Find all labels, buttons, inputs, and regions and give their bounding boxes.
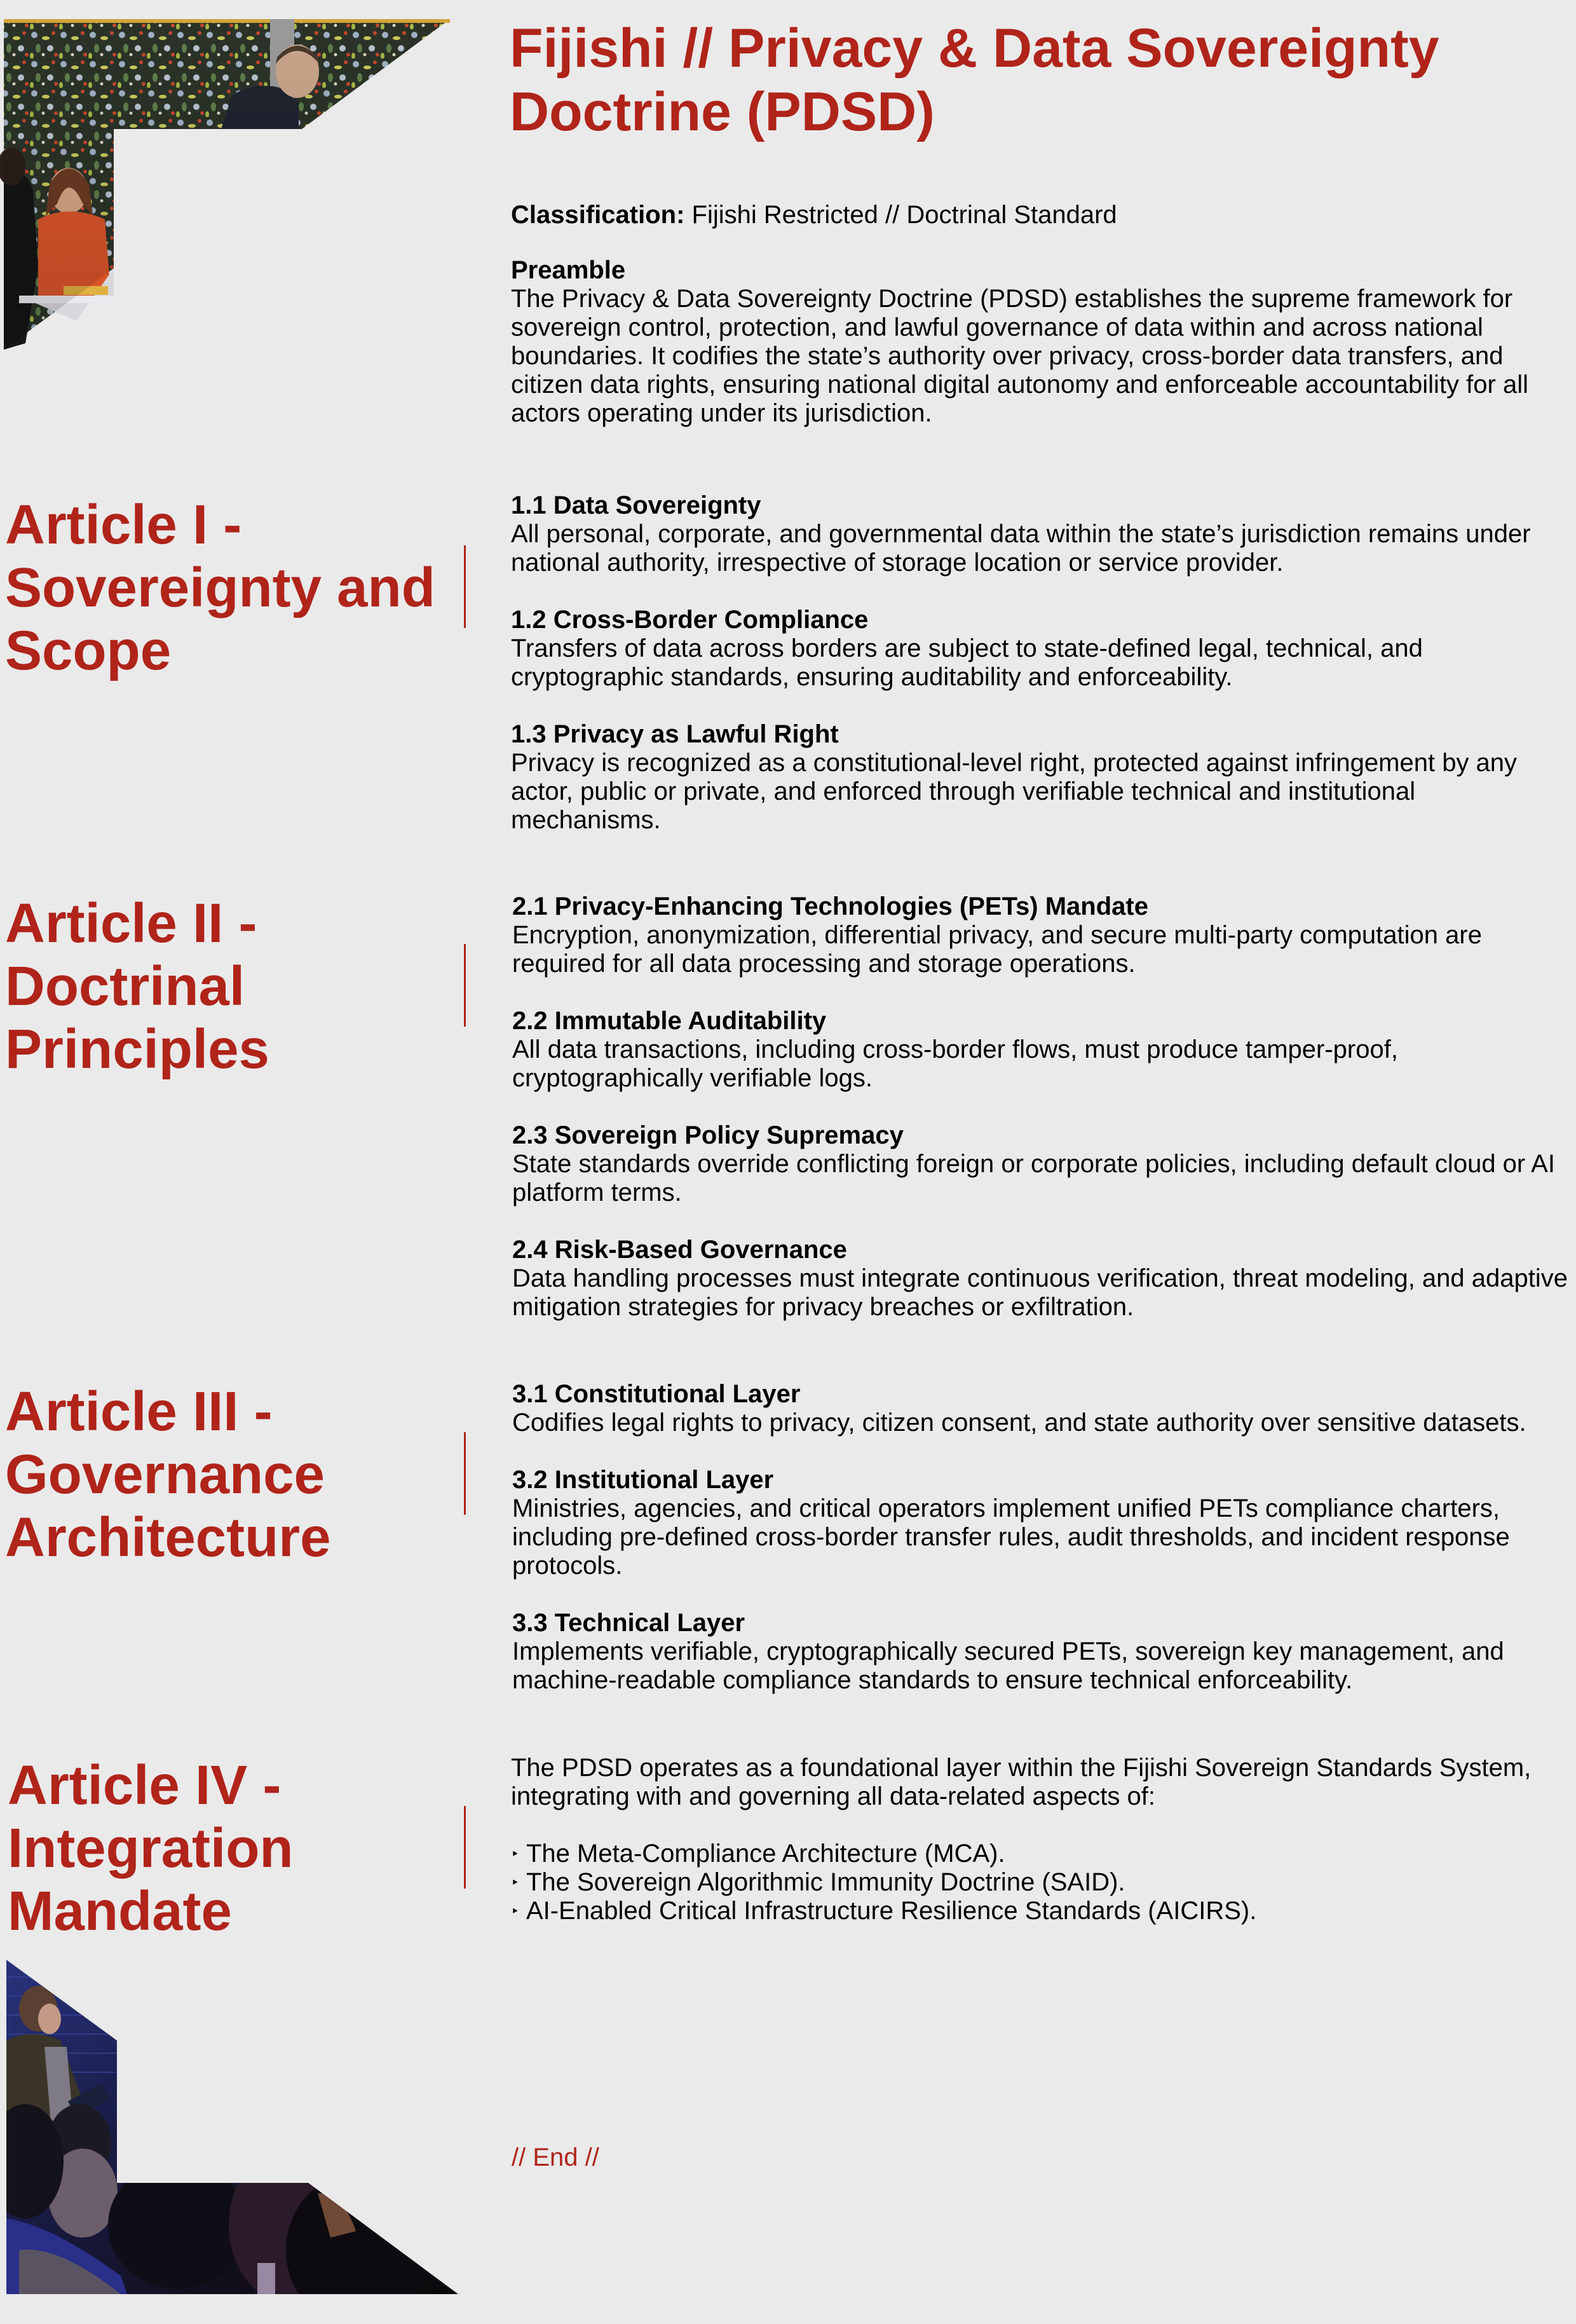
list-item [511,1868,1571,1897]
section-3-3 [512,1609,1572,1695]
article-2-title: Article II - Doctrinal Principles [5,892,269,1080]
section-3-1 [512,1380,1572,1437]
article-4-divider [464,1806,466,1889]
list-item [511,1840,1571,1868]
end-marker: // End // [512,2143,599,2171]
section-text: Data handling processes must integrate continuous verification, threat modeling, and adaptive mitigation strategies for privacy breaches or exfiltration. [512,1264,1568,1321]
section-text: Ministries, agencies, and critical operators implement unified PETs compliance charters, including pre-defined cross-border transfer rules, audit thresholds, and incident response protocols. [512,1494,1510,1580]
classification-value: Fijishi Restricted // Doctrinal Standard [684,201,1117,229]
section-1-1 [511,491,1571,577]
classification-label: Classification: [511,201,685,229]
list-item-text: The Meta-Compliance Architecture (MCA). [526,1840,1005,1868]
section-text: Codifies legal rights to privacy, citizen consent, and state authority over sensitive datasets. [512,1409,1526,1437]
section-2-2 [512,1007,1572,1093]
section-text: Encryption, anonymization, differential privacy, and secure multi-party computation are required for all data processing and storage operations. [512,921,1482,978]
preamble [511,256,1571,428]
article-3-sections [512,1380,1572,1695]
section-text: State standards override conflicting foreign or corporate policies, including default cloud or AI platform terms. [512,1150,1555,1206]
section-heading: 2.2 Immutable Auditability [512,1007,827,1035]
section-heading: 1.2 Cross-Border Compliance [511,606,869,634]
section-2-4 [512,1236,1572,1322]
article-2-divider [464,944,466,1027]
list-item [511,1897,1571,1925]
list-item-text: AI-Enabled Critical Infrastructure Resilience Standards (AICIRS). [526,1897,1257,1925]
section-heading: 2.3 Sovereign Policy Supremacy [512,1121,904,1149]
preamble-text: The Privacy & Data Sovereignty Doctrine (PDSD) establishes the supreme framework for sovereign control, protection, and lawful governance of data within and across national boundaries. It codifies the state’s authority over privacy, cross-border data transfers, and citizen data rights, ensuring national digital autonomy and enforceable accountability for all actors operating under its jurisdiction. [511,285,1528,427]
article-3-divider [464,1432,466,1515]
section-heading: 1.3 Privacy as Lawful Right [511,720,839,748]
article-4-title: Article IV - Integration Mandate [8,1754,294,1942]
section-heading: 3.3 Technical Layer [512,1609,745,1637]
article-2-sections [512,892,1572,1322]
document-title: Fijishi // Privacy & Data Sovereignty Doctrine (PDSD) [510,18,1439,142]
section-1-2 [511,606,1571,692]
section-text: All data transactions, including cross-border flows, must produce tamper-proof, cryptographically verifiable logs. [512,1036,1398,1092]
section-text: Implements verifiable, cryptographically secured PETs, sovereign key management, and machine-readable compliance standards to ensure technical enforceability. [512,1637,1504,1694]
article-3-title: Article III - Governance Architecture [5,1381,331,1568]
top-event-photo [0,0,458,356]
list-item-text: The Sovereign Algorithmic Immunity Doctrine (SAID). [526,1868,1125,1896]
section-1-3 [511,720,1571,835]
section-heading: 3.2 Institutional Layer [512,1466,774,1494]
article-1-sections [511,491,1571,835]
section-text: Privacy is recognized as a constitutional-level right, protected against infringement by any actor, public or private, and enforced through verifiable technical and institutional mechanisms. [511,749,1518,834]
section-text: All personal, corporate, and governmental data within the state’s jurisdiction remains under national authority, irrespective of storage location or service provider. [511,520,1531,577]
section-heading: 2.4 Risk-Based Governance [512,1236,847,1264]
section-3-2 [512,1466,1572,1580]
section-heading: 3.1 Constitutional Layer [512,1380,801,1408]
section-heading: 1.1 Data Sovereignty [511,491,761,519]
article-4-content [511,1754,1571,1925]
triangle-bullet-icon: ‣ [511,1903,519,1919]
section-heading: 2.1 Privacy-Enhancing Technologies (PETs) Mandate [512,892,1148,920]
classification-line [511,201,1571,229]
integration-intro: The PDSD operates as a foundational layer within the Fijishi Sovereign Standards System, integrating with and governing all data-related aspects of: [511,1754,1532,1810]
preamble-heading: Preamble [511,256,626,284]
article-1-divider [464,545,466,628]
section-2-1 [512,892,1572,978]
integration-list [511,1840,1571,1925]
bottom-audience-photo [0,1951,470,2307]
article-1-title: Article I - Sovereignty and Scope [5,494,435,681]
triangle-bullet-icon: ‣ [511,1846,519,1862]
triangle-bullet-icon: ‣ [511,1875,519,1890]
section-text: Transfers of data across borders are subject to state-defined legal, technical, and cryptographic standards, ensuring auditability and enforceability. [511,634,1423,691]
section-2-3 [512,1121,1572,1207]
